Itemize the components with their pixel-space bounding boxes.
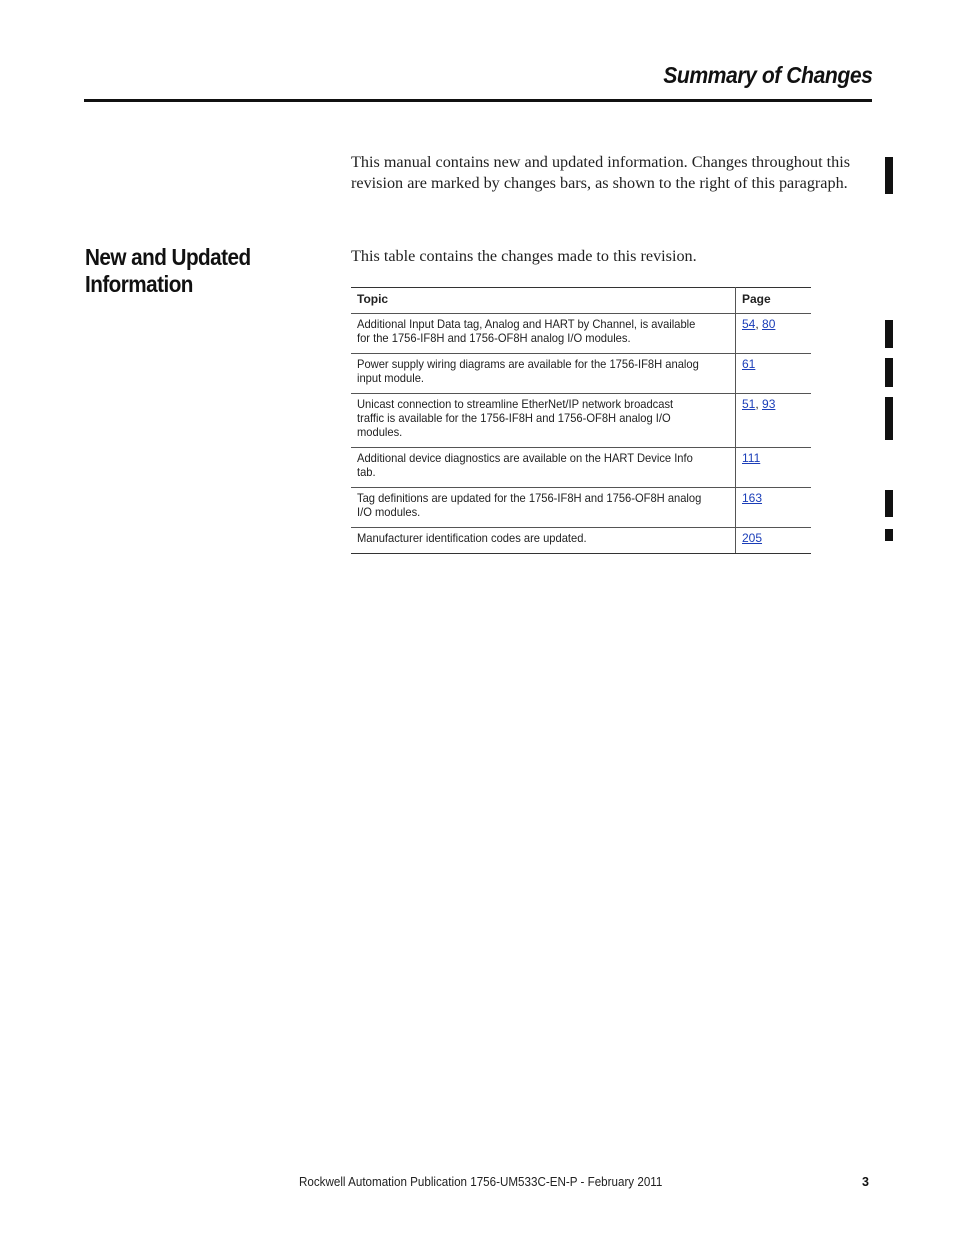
change-bar-intro <box>885 157 893 194</box>
page-link[interactable]: 111 <box>742 451 761 465</box>
page-cell <box>736 448 812 488</box>
page-link[interactable]: 205 <box>742 531 763 545</box>
page-link[interactable]: 61 <box>742 357 756 371</box>
table-row <box>351 528 811 554</box>
column-header-page: Page <box>736 288 812 314</box>
topic-text: Manufacturer identification codes are updated. <box>357 531 587 545</box>
changes-table <box>351 287 811 554</box>
header-divider <box>84 99 872 102</box>
topic-text: Additional device diagnostics are available on the HART Device Info tab. <box>357 451 693 479</box>
topic-cell <box>351 354 736 394</box>
page-link[interactable]: 163 <box>742 491 763 505</box>
page-cell <box>736 314 812 354</box>
change-bar-row-2 <box>885 358 893 387</box>
table-intro-text: This table contains the changes made to this revision. <box>351 247 697 265</box>
table-row <box>351 354 811 394</box>
change-bar-row-3 <box>885 397 893 440</box>
change-bar-row-1 <box>885 320 893 348</box>
table-row <box>351 394 811 448</box>
table-header-row <box>351 288 811 314</box>
topic-cell <box>351 394 736 448</box>
section-heading-line2: Information <box>85 271 193 297</box>
page-separator: , <box>755 317 763 331</box>
topic-cell <box>351 488 736 528</box>
topic-text: Tag definitions are updated for the 1756-IF8H and 1756-OF8H analog I/O modules. <box>357 491 702 519</box>
table-row <box>351 488 811 528</box>
topic-text: Unicast connection to streamline EtherNet/IP network broadcast traffic is available for the 1756-IF8H and 1756-OF8H analog I/O modules. <box>357 397 674 439</box>
page-separator: , <box>755 397 763 411</box>
page-cell <box>736 354 812 394</box>
section-heading-line1: New and Updated <box>85 244 251 270</box>
topic-cell <box>351 448 736 488</box>
page-cell <box>736 488 812 528</box>
topic-cell <box>351 528 736 554</box>
topic-text: Power supply wiring diagrams are available for the 1756-IF8H analog input module. <box>357 357 699 385</box>
page-cell <box>736 394 812 448</box>
topic-cell <box>351 314 736 354</box>
topic-text: Additional Input Data tag, Analog and HART by Channel, is available for the 1756-IF8H and 1756-OF8H analog I/O modules. <box>357 317 696 345</box>
page-link[interactable]: 51 <box>742 397 756 411</box>
page-link[interactable]: 80 <box>762 317 776 331</box>
table-row <box>351 314 811 354</box>
footer-publication: Rockwell Automation Publication 1756-UM533C-EN-P - February 2011 <box>299 1175 663 1189</box>
intro-paragraph: This manual contains new and updated information. Changes throughout this revision are marked by changes bars, as shown to the right of this paragraph. <box>351 153 851 192</box>
page-link[interactable]: 93 <box>762 397 776 411</box>
page-link[interactable]: 54 <box>742 317 756 331</box>
changes-table-body <box>351 314 811 554</box>
page-cell <box>736 528 812 554</box>
section-heading <box>85 244 283 298</box>
change-bar-row-6 <box>885 529 893 541</box>
column-header-topic: Topic <box>351 288 736 314</box>
page-header-title: Summary of Changes <box>662 62 872 88</box>
change-bar-row-5 <box>885 490 893 517</box>
table-row <box>351 448 811 488</box>
footer-page-number: 3 <box>862 1175 869 1189</box>
